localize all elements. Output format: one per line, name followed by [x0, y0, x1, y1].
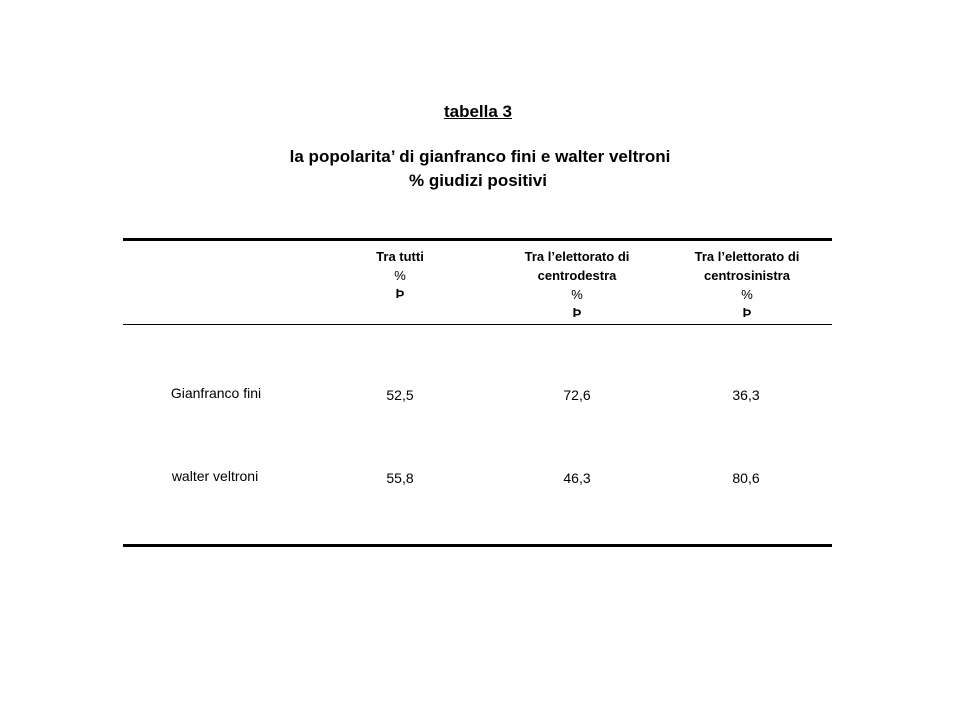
document-title: tabella 3 — [443, 102, 513, 121]
arrow-icon: Þ — [742, 305, 752, 320]
arrow-icon: Þ — [572, 305, 582, 320]
arrow-icon: Þ — [395, 286, 405, 301]
table-cell: 52,5 — [386, 387, 414, 403]
column-header-label: Tra tutti — [376, 249, 424, 264]
document-subtitle: la popolarita’ di gianfranco fini e walter veltroni — [289, 147, 671, 166]
document-subtitle-measure: % giudizi positivi — [409, 171, 547, 190]
column-header-unit: % — [571, 287, 583, 302]
table-bottom-rule — [123, 544, 832, 547]
table-header-rule — [123, 324, 832, 325]
column-header-label: centrodestra — [537, 268, 617, 283]
row-label-fini: Gianfranco fini — [170, 385, 262, 401]
table-cell: 36,3 — [732, 387, 760, 403]
column-header-centrodestra — [500, 247, 654, 322]
row-label-veltroni: walter veltroni — [171, 468, 259, 484]
table-cell: 46,3 — [563, 470, 591, 486]
table-cell: 55,8 — [386, 470, 414, 486]
column-header-tutti — [340, 247, 460, 303]
table-top-rule — [123, 238, 832, 241]
column-header-label: centrosinistra — [704, 268, 790, 283]
table-cell: 72,6 — [563, 387, 591, 403]
column-header-label: Tra l’elettorato di — [694, 249, 800, 264]
column-header-label: Tra l’elettorato di — [524, 249, 630, 264]
table-cell: 80,6 — [732, 470, 760, 486]
column-header-centrosinistra — [670, 247, 824, 322]
column-header-unit: % — [394, 268, 406, 283]
column-header-unit: % — [741, 287, 753, 302]
